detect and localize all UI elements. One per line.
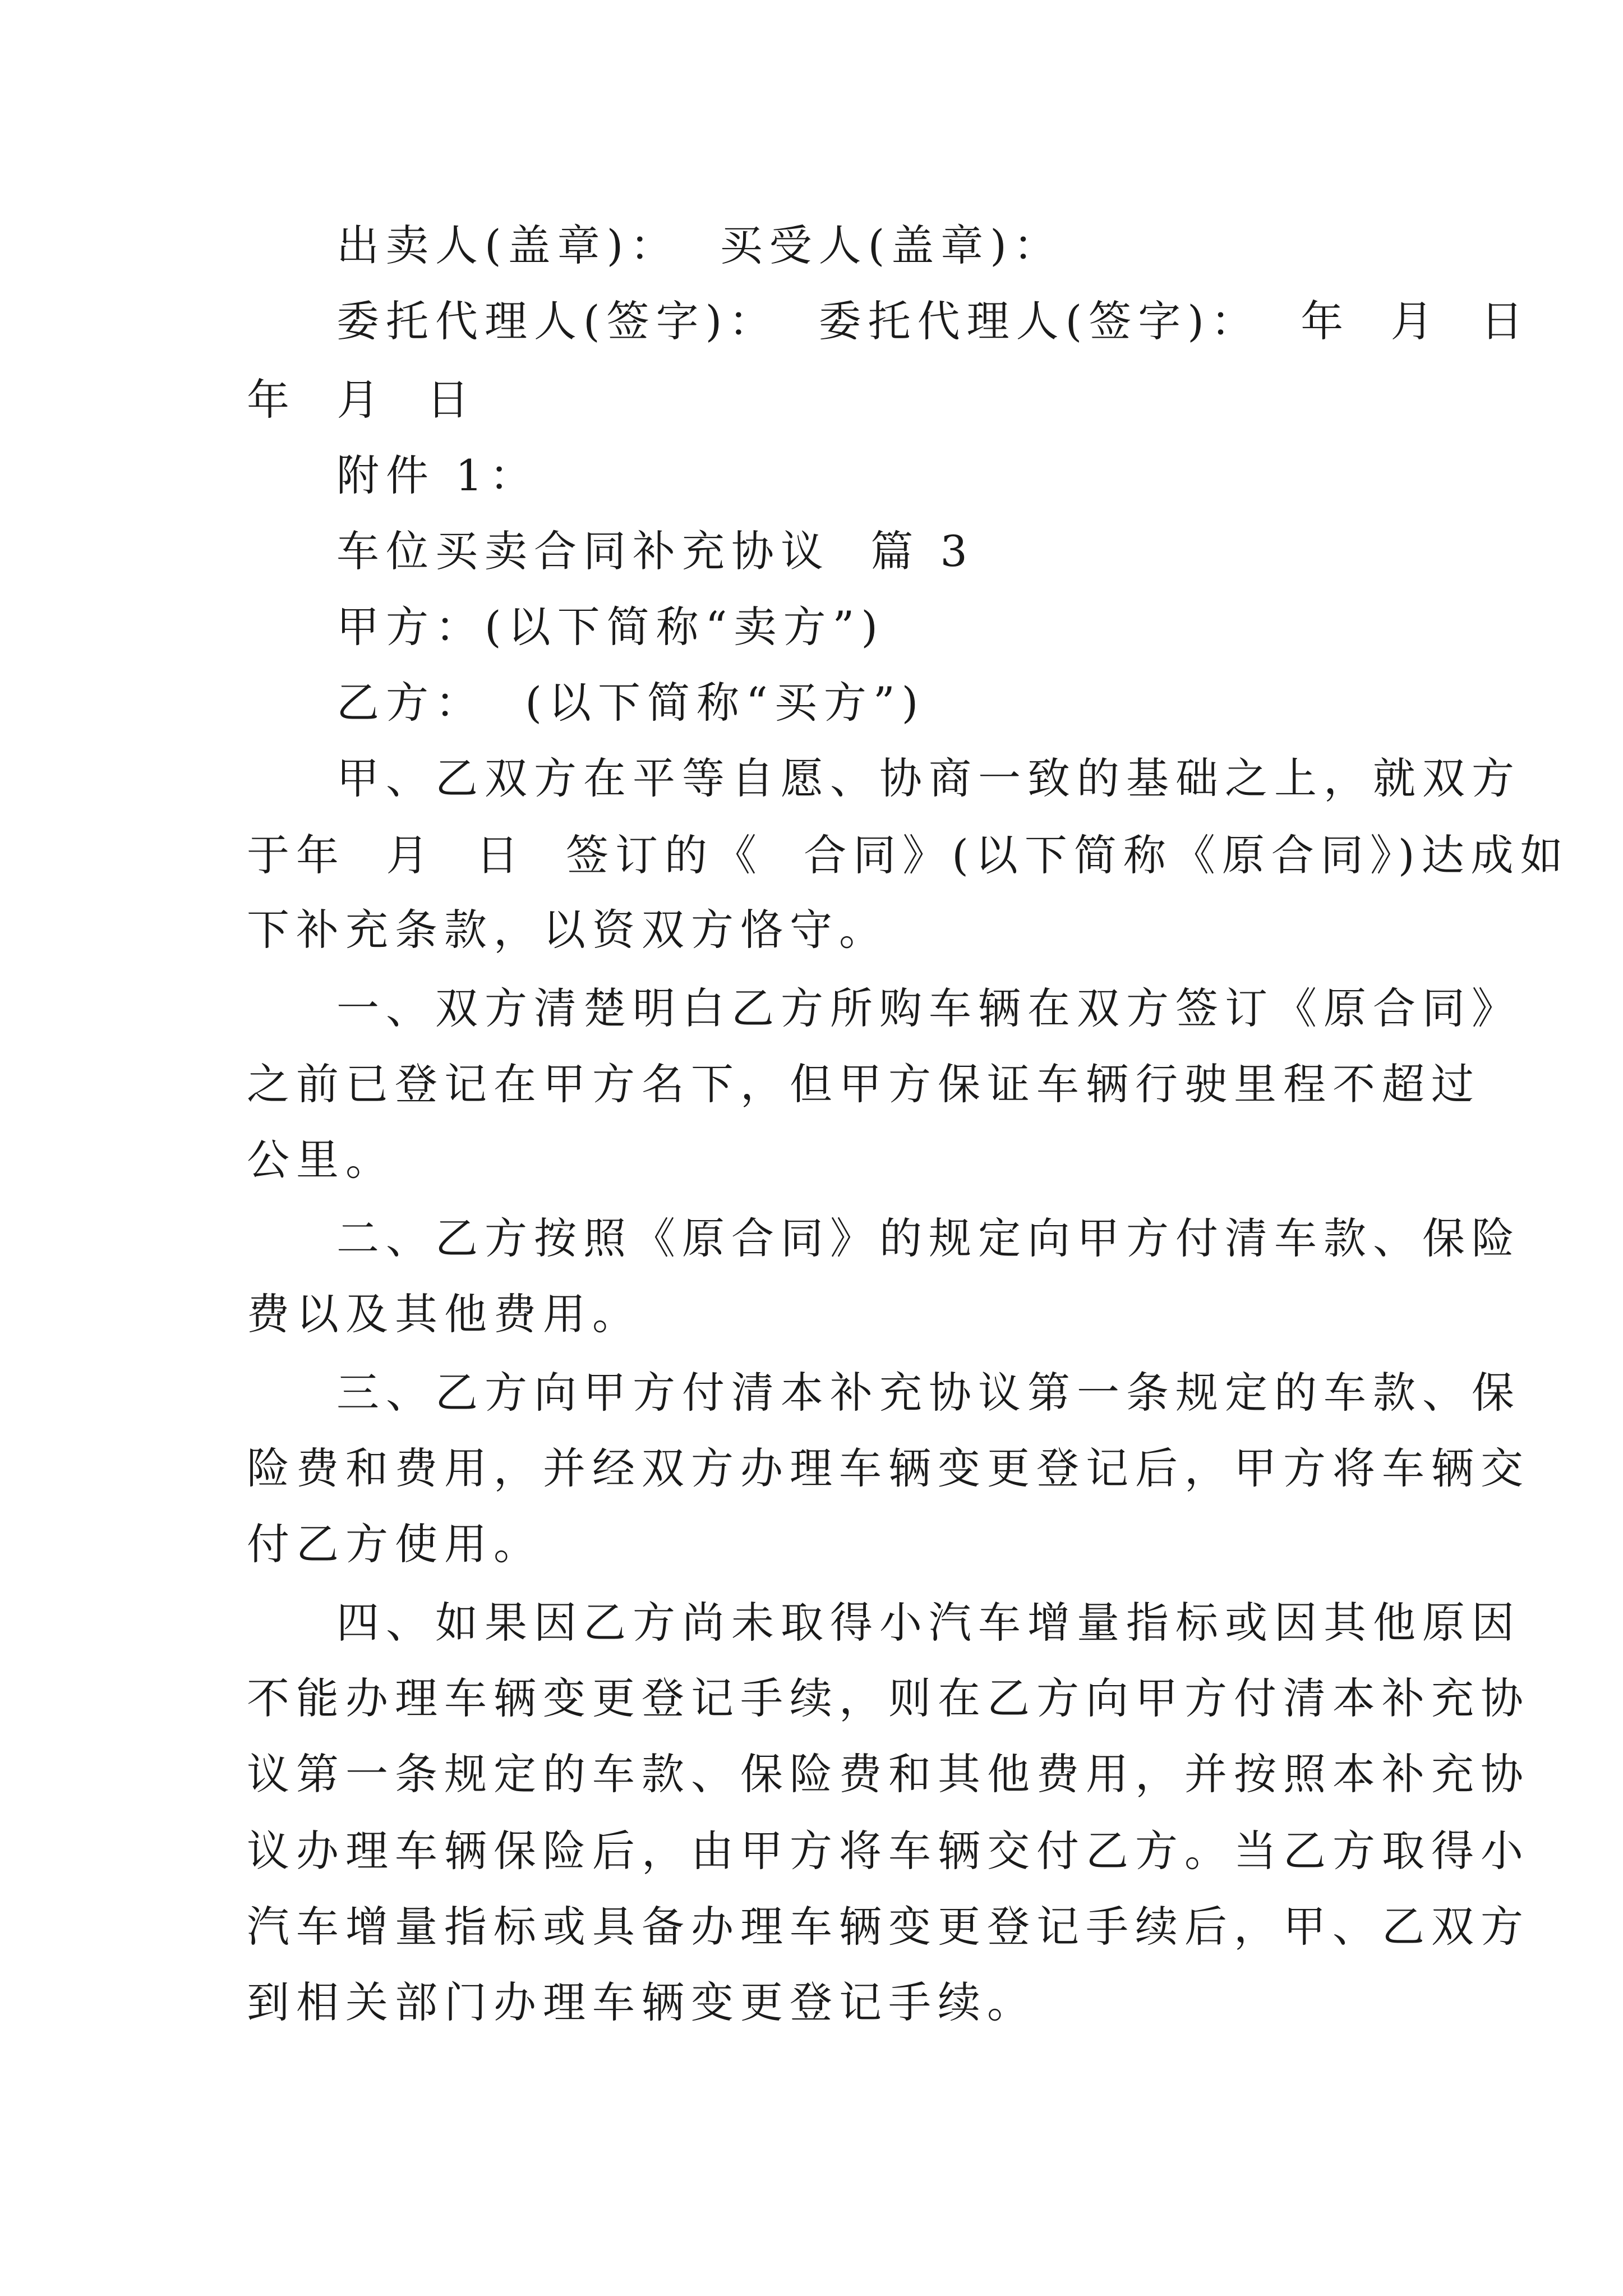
clause-3-line-2: 险费和费用，并经双方办理车辆变更登记后，甲方将车辆交	[247, 1443, 1530, 1493]
intro-paragraph-line-1: 甲、乙双方在平等自愿、协商一致的基础之上，就双方	[336, 753, 1521, 803]
clause-1-line-1: 一、双方清楚明白乙方所购车辆在双方签订《原合同》	[336, 983, 1521, 1033]
date-line: 年 月 日	[247, 375, 476, 425]
agreement-title: 车位买卖合同补充协议 篇 3	[336, 526, 974, 576]
clause-4-line-3: 议第一条规定的车款、保险费和其他费用，并按照本补充协	[247, 1749, 1530, 1799]
clause-4-line-5: 汽车增量指标或具备办理车辆变更登记手续后，甲、乙双方	[247, 1902, 1530, 1952]
clause-4-line-4: 议办理车辆保险后，由甲方将车辆交付乙方。当乙方取得小	[247, 1826, 1530, 1876]
seller-buyer-seal-line: 出卖人(盖章)： 买受人(盖章)：	[336, 220, 1063, 270]
clause-2-line-1: 二、乙方按照《原合同》的规定向甲方付清车款、保险	[336, 1213, 1521, 1263]
intro-paragraph-line-2: 于年 月 日 签订的《 合同》(以下简称《原合同》)达成如	[247, 830, 1570, 880]
clause-2-line-2: 费以及其他费用。	[247, 1289, 642, 1339]
clause-3-line-3: 付乙方使用。	[247, 1519, 543, 1569]
agent-signature-line: 委托代理人(签字)： 委托代理人(签字)： 年 月 日	[336, 296, 1530, 346]
attachment-label: 附件 1：	[336, 450, 539, 500]
clause-1-line-3: 公里。	[247, 1135, 395, 1185]
clause-1-line-2: 之前已登记在甲方名下，但甲方保证车辆行驶里程不超过	[247, 1059, 1481, 1109]
clause-4-line-1: 四、如果因乙方尚未取得小汽车增量指标或因其他原因	[336, 1598, 1521, 1648]
clause-3-line-1: 三、乙方向甲方付清本补充协议第一条规定的车款、保	[336, 1368, 1521, 1418]
clause-4-line-6: 到相关部门办理车辆变更登记手续。	[247, 1977, 1036, 2027]
intro-paragraph-line-3: 下补充条款，以资双方恪守。	[247, 905, 888, 955]
party-a-line: 甲方：(以下简称“卖方”)	[336, 602, 885, 652]
clause-4-line-2: 不能办理车辆变更登记手续，则在乙方向甲方付清本补充协	[247, 1673, 1530, 1723]
party-b-line: 乙方： (以下简称“买方”)	[336, 678, 925, 728]
